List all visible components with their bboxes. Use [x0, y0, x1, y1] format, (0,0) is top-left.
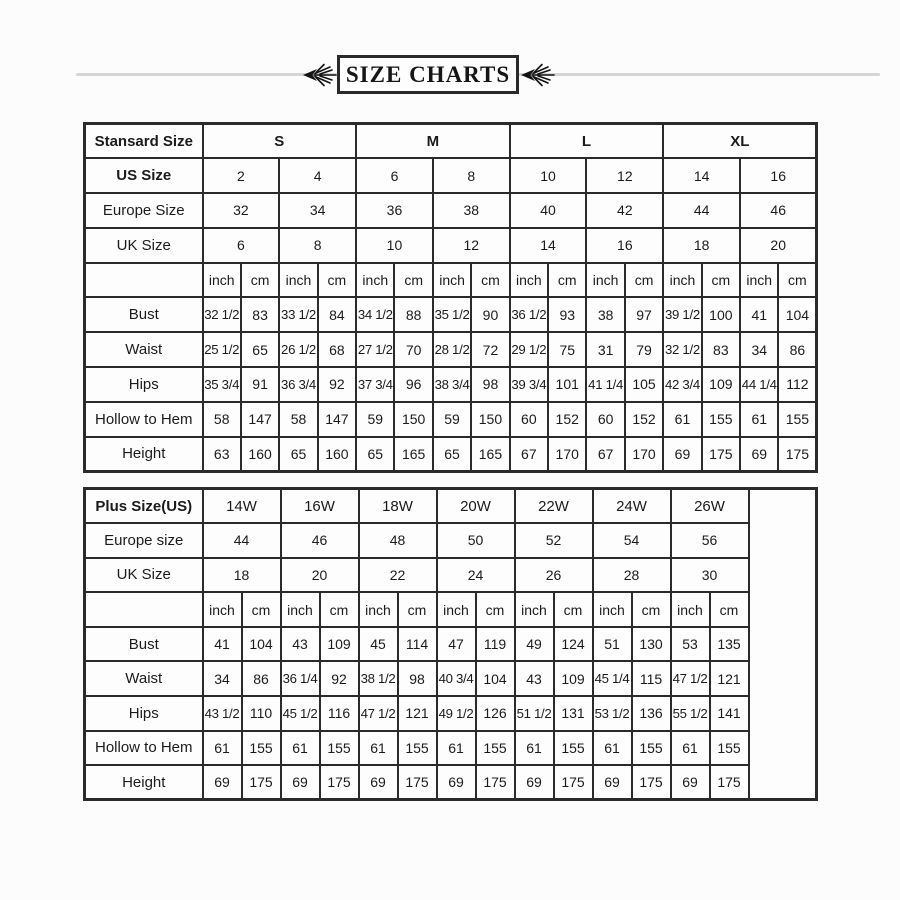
data-cell: 43 — [515, 661, 554, 696]
data-cell: 51 1/2 — [515, 696, 554, 731]
data-cell: 124 — [554, 627, 593, 662]
data-cell: 16 — [586, 228, 663, 263]
column-header-inch: inch — [356, 263, 394, 298]
data-cell: 42 — [586, 193, 663, 228]
data-cell: 14 — [510, 228, 587, 263]
column-header-inch: inch — [663, 263, 701, 298]
row-label: Hollow to Hem — [85, 731, 203, 766]
data-cell: 90 — [471, 297, 509, 332]
data-cell: 105 — [625, 367, 663, 402]
data-cell: 104 — [476, 661, 515, 696]
data-cell: 155 — [320, 731, 359, 766]
data-cell: 50 — [437, 523, 515, 558]
size-group-header: 26W — [671, 489, 749, 524]
data-cell: 155 — [702, 402, 740, 437]
data-cell: 14 — [663, 158, 740, 193]
data-cell: 61 — [359, 731, 398, 766]
column-header-cm: cm — [241, 263, 279, 298]
row-label: US Size — [85, 158, 203, 193]
data-cell: 16 — [740, 158, 817, 193]
data-cell: 175 — [398, 765, 437, 800]
data-cell: 59 — [356, 402, 394, 437]
column-header-inch: inch — [359, 592, 398, 627]
data-cell: 26 — [515, 558, 593, 593]
data-cell: 12 — [586, 158, 663, 193]
data-cell: 34 — [203, 661, 242, 696]
data-cell: 69 — [671, 765, 710, 800]
data-cell: 112 — [778, 367, 816, 402]
column-header-cm: cm — [471, 263, 509, 298]
column-header-inch: inch — [433, 263, 471, 298]
size-group-header: XL — [663, 124, 817, 159]
data-cell: 58 — [279, 402, 317, 437]
data-cell: 86 — [778, 332, 816, 367]
data-cell: 175 — [242, 765, 281, 800]
data-cell: 26 1/2 — [279, 332, 317, 367]
data-cell: 18 — [203, 558, 281, 593]
data-cell: 61 — [663, 402, 701, 437]
data-cell: 155 — [554, 731, 593, 766]
data-cell: 39 3/4 — [510, 367, 548, 402]
data-cell: 165 — [471, 437, 509, 472]
data-cell: 34 — [740, 332, 778, 367]
data-cell: 53 1/2 — [593, 696, 632, 731]
data-cell: 38 1/2 — [359, 661, 398, 696]
data-cell: 100 — [702, 297, 740, 332]
data-cell: 30 — [671, 558, 749, 593]
fleur-arrow-icon — [521, 63, 555, 87]
data-cell: 6 — [356, 158, 433, 193]
column-header-cm: cm — [394, 263, 432, 298]
data-cell: 36 3/4 — [279, 367, 317, 402]
data-cell: 69 — [663, 437, 701, 472]
column-header-inch: inch — [740, 263, 778, 298]
data-cell: 8 — [279, 228, 356, 263]
size-group-header: 16W — [281, 489, 359, 524]
data-cell: 160 — [318, 437, 356, 472]
column-header-inch: inch — [279, 263, 317, 298]
size-group-header: M — [356, 124, 510, 159]
corner-label-cell: Plus Size(US) — [85, 489, 203, 524]
column-header-cm: cm — [710, 592, 749, 627]
data-cell: 60 — [510, 402, 548, 437]
row-label: Waist — [85, 661, 203, 696]
data-cell: 119 — [476, 627, 515, 662]
data-cell: 160 — [241, 437, 279, 472]
data-cell: 65 — [241, 332, 279, 367]
data-cell: 34 1/2 — [356, 297, 394, 332]
column-header-inch: inch — [586, 263, 624, 298]
data-cell: 10 — [356, 228, 433, 263]
data-cell: 55 1/2 — [671, 696, 710, 731]
size-group-header: L — [510, 124, 664, 159]
data-cell: 75 — [548, 332, 586, 367]
data-cell: 44 — [203, 523, 281, 558]
column-header-cm: cm — [318, 263, 356, 298]
column-header-inch: inch — [593, 592, 632, 627]
data-cell: 53 — [671, 627, 710, 662]
data-cell: 152 — [548, 402, 586, 437]
data-cell: 38 — [433, 193, 510, 228]
column-header-cm: cm — [554, 592, 593, 627]
data-cell: 67 — [586, 437, 624, 472]
data-cell: 60 — [586, 402, 624, 437]
data-cell: 79 — [625, 332, 663, 367]
data-cell: 65 — [433, 437, 471, 472]
column-header-cm: cm — [778, 263, 816, 298]
data-cell: 34 — [279, 193, 356, 228]
data-cell: 61 — [437, 731, 476, 766]
data-cell: 42 3/4 — [663, 367, 701, 402]
data-cell: 41 — [203, 627, 242, 662]
data-cell: 6 — [203, 228, 280, 263]
data-cell: 121 — [398, 696, 437, 731]
data-cell: 61 — [515, 731, 554, 766]
data-cell: 47 1/2 — [359, 696, 398, 731]
size-group-header: 20W — [437, 489, 515, 524]
data-cell: 136 — [632, 696, 671, 731]
data-cell: 63 — [203, 437, 241, 472]
data-cell: 147 — [318, 402, 356, 437]
data-cell: 155 — [242, 731, 281, 766]
data-cell: 92 — [318, 367, 356, 402]
data-cell: 61 — [740, 402, 778, 437]
unit-row-spacer — [85, 592, 203, 627]
data-cell: 29 1/2 — [510, 332, 548, 367]
row-label: UK Size — [85, 228, 203, 263]
column-header-inch: inch — [510, 263, 548, 298]
data-cell: 31 — [586, 332, 624, 367]
data-cell: 175 — [632, 765, 671, 800]
data-cell: 83 — [702, 332, 740, 367]
data-cell: 175 — [702, 437, 740, 472]
data-cell: 10 — [510, 158, 587, 193]
row-label: Hips — [85, 696, 203, 731]
data-cell: 52 — [515, 523, 593, 558]
column-header-cm: cm — [242, 592, 281, 627]
data-cell: 59 — [433, 402, 471, 437]
data-cell: 35 1/2 — [433, 297, 471, 332]
data-cell: 130 — [632, 627, 671, 662]
data-cell: 69 — [281, 765, 320, 800]
data-cell: 121 — [710, 661, 749, 696]
data-cell: 22 — [359, 558, 437, 593]
row-label: Height — [85, 437, 203, 472]
data-cell: 49 1/2 — [437, 696, 476, 731]
data-cell: 155 — [778, 402, 816, 437]
data-cell: 141 — [710, 696, 749, 731]
row-label: Height — [85, 765, 203, 800]
column-header-cm: cm — [548, 263, 586, 298]
data-cell: 83 — [241, 297, 279, 332]
data-cell: 155 — [398, 731, 437, 766]
column-header-inch: inch — [203, 592, 242, 627]
data-cell: 69 — [593, 765, 632, 800]
size-group-header: 24W — [593, 489, 671, 524]
column-header-cm: cm — [632, 592, 671, 627]
data-cell: 175 — [710, 765, 749, 800]
data-cell: 36 1/4 — [281, 661, 320, 696]
data-cell: 45 — [359, 627, 398, 662]
size-group-header: 14W — [203, 489, 281, 524]
column-header-inch: inch — [203, 263, 241, 298]
data-cell: 44 — [663, 193, 740, 228]
size-group-header: S — [203, 124, 357, 159]
row-label: Hollow to Hem — [85, 402, 203, 437]
data-cell: 32 1/2 — [663, 332, 701, 367]
data-cell: 165 — [394, 437, 432, 472]
data-cell: 69 — [515, 765, 554, 800]
unit-row-spacer — [85, 263, 203, 298]
data-cell: 67 — [510, 437, 548, 472]
data-cell: 20 — [740, 228, 817, 263]
data-cell: 175 — [320, 765, 359, 800]
data-cell: 109 — [554, 661, 593, 696]
data-cell: 135 — [710, 627, 749, 662]
row-label: Europe Size — [85, 193, 203, 228]
data-cell: 41 1/4 — [586, 367, 624, 402]
data-cell: 25 1/2 — [203, 332, 241, 367]
size-group-header: 18W — [359, 489, 437, 524]
data-cell: 45 1/2 — [281, 696, 320, 731]
row-label: Bust — [85, 297, 203, 332]
data-cell: 69 — [740, 437, 778, 472]
data-cell: 18 — [663, 228, 740, 263]
data-cell: 65 — [279, 437, 317, 472]
data-cell: 84 — [318, 297, 356, 332]
column-header-cm: cm — [476, 592, 515, 627]
data-cell: 65 — [356, 437, 394, 472]
data-cell: 116 — [320, 696, 359, 731]
data-cell: 36 1/2 — [510, 297, 548, 332]
data-cell: 97 — [625, 297, 663, 332]
data-cell: 38 — [586, 297, 624, 332]
page-title: SIZE CHARTS — [345, 61, 511, 87]
column-header-inch: inch — [281, 592, 320, 627]
data-cell: 32 — [203, 193, 280, 228]
data-cell: 170 — [548, 437, 586, 472]
column-header-cm: cm — [398, 592, 437, 627]
data-cell: 47 — [437, 627, 476, 662]
data-cell: 114 — [398, 627, 437, 662]
plus-size-table — [83, 487, 818, 801]
column-header-inch: inch — [437, 592, 476, 627]
data-cell: 98 — [398, 661, 437, 696]
data-cell: 69 — [359, 765, 398, 800]
data-cell: 46 — [281, 523, 359, 558]
data-cell: 33 1/2 — [279, 297, 317, 332]
data-cell: 35 3/4 — [203, 367, 241, 402]
data-cell: 152 — [625, 402, 663, 437]
row-label: Hips — [85, 367, 203, 402]
data-cell: 47 1/2 — [671, 661, 710, 696]
data-cell: 155 — [710, 731, 749, 766]
data-cell: 61 — [203, 731, 242, 766]
data-cell: 61 — [281, 731, 320, 766]
column-header-inch: inch — [515, 592, 554, 627]
data-cell: 170 — [625, 437, 663, 472]
data-cell: 155 — [632, 731, 671, 766]
data-cell: 2 — [203, 158, 280, 193]
data-cell: 175 — [476, 765, 515, 800]
data-cell: 104 — [778, 297, 816, 332]
row-label: Bust — [85, 627, 203, 662]
data-cell: 8 — [433, 158, 510, 193]
data-cell: 4 — [279, 158, 356, 193]
data-cell: 48 — [359, 523, 437, 558]
data-cell: 49 — [515, 627, 554, 662]
row-label: UK Size — [85, 558, 203, 593]
standard-size-table — [83, 122, 818, 473]
data-cell: 147 — [241, 402, 279, 437]
data-cell: 45 1/4 — [593, 661, 632, 696]
row-label: Europe size — [85, 523, 203, 558]
empty-cell — [749, 489, 817, 800]
size-group-header: 22W — [515, 489, 593, 524]
data-cell: 24 — [437, 558, 515, 593]
data-cell: 44 1/4 — [740, 367, 778, 402]
data-cell: 70 — [394, 332, 432, 367]
data-cell: 28 — [593, 558, 671, 593]
data-cell: 150 — [471, 402, 509, 437]
column-header-cm: cm — [320, 592, 359, 627]
data-cell: 68 — [318, 332, 356, 367]
data-cell: 91 — [241, 367, 279, 402]
data-cell: 155 — [476, 731, 515, 766]
data-cell: 93 — [548, 297, 586, 332]
data-cell: 109 — [320, 627, 359, 662]
data-cell: 98 — [471, 367, 509, 402]
data-cell: 86 — [242, 661, 281, 696]
data-cell: 32 1/2 — [203, 297, 241, 332]
column-header-cm: cm — [625, 263, 663, 298]
data-cell: 61 — [671, 731, 710, 766]
data-cell: 36 — [356, 193, 433, 228]
data-cell: 96 — [394, 367, 432, 402]
data-cell: 109 — [702, 367, 740, 402]
data-cell: 38 3/4 — [433, 367, 471, 402]
data-cell: 61 — [593, 731, 632, 766]
data-cell: 27 1/2 — [356, 332, 394, 367]
data-cell: 37 3/4 — [356, 367, 394, 402]
data-cell: 72 — [471, 332, 509, 367]
column-header-cm: cm — [702, 263, 740, 298]
data-cell: 40 3/4 — [437, 661, 476, 696]
data-cell: 56 — [671, 523, 749, 558]
data-cell: 175 — [778, 437, 816, 472]
data-cell: 69 — [203, 765, 242, 800]
corner-label-cell: Stansard Size — [85, 124, 203, 159]
data-cell: 43 1/2 — [203, 696, 242, 731]
data-cell: 12 — [433, 228, 510, 263]
data-cell: 126 — [476, 696, 515, 731]
data-cell: 43 — [281, 627, 320, 662]
data-cell: 40 — [510, 193, 587, 228]
row-label: Waist — [85, 332, 203, 367]
data-cell: 69 — [437, 765, 476, 800]
column-header-inch: inch — [671, 592, 710, 627]
data-cell: 20 — [281, 558, 359, 593]
data-cell: 101 — [548, 367, 586, 402]
data-cell: 28 1/2 — [433, 332, 471, 367]
data-cell: 150 — [394, 402, 432, 437]
data-cell: 88 — [394, 297, 432, 332]
data-cell: 46 — [740, 193, 817, 228]
data-cell: 115 — [632, 661, 671, 696]
data-cell: 92 — [320, 661, 359, 696]
title-box — [337, 55, 519, 94]
data-cell: 51 — [593, 627, 632, 662]
data-cell: 131 — [554, 696, 593, 731]
data-cell: 110 — [242, 696, 281, 731]
data-cell: 54 — [593, 523, 671, 558]
data-cell: 58 — [203, 402, 241, 437]
fleur-arrow-icon — [303, 63, 337, 87]
data-cell: 41 — [740, 297, 778, 332]
data-cell: 39 1/2 — [663, 297, 701, 332]
data-cell: 175 — [554, 765, 593, 800]
data-cell: 104 — [242, 627, 281, 662]
